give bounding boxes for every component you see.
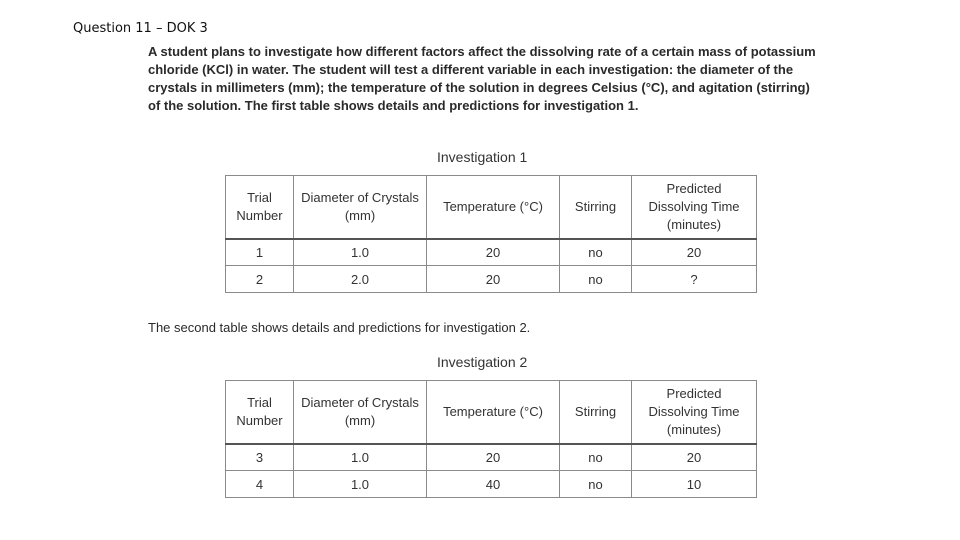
cell-dissolving-time: 10 <box>632 471 757 498</box>
cell-temperature: 20 <box>427 266 560 293</box>
table-row <box>226 266 757 293</box>
cell-temperature: 20 <box>427 444 560 471</box>
cell-stirring: no <box>560 444 632 471</box>
cell-crystal-diameter: 1.0 <box>294 471 427 498</box>
table-header-row <box>226 176 757 239</box>
investigation-2-title: Investigation 2 <box>437 354 528 370</box>
second-table-intro: The second table shows details and predictions for investigation 2. <box>148 320 531 335</box>
investigation-1-table <box>225 175 757 293</box>
cell-temperature: 40 <box>427 471 560 498</box>
cell-trial-number: 2 <box>226 266 294 293</box>
header-dissolving-time: Predicted Dissolving Time (minutes) <box>632 381 757 444</box>
cell-trial-number: 3 <box>226 444 294 471</box>
investigation-1-title: Investigation 1 <box>437 149 528 165</box>
header-stirring: Stirring <box>560 176 632 239</box>
header-dissolving-time: Predicted Dissolving Time (minutes) <box>632 176 757 239</box>
slide-title: Question 11 – DOK 3 <box>73 21 208 36</box>
cell-crystal-diameter: 1.0 <box>294 444 427 471</box>
cell-dissolving-time: 20 <box>632 239 757 266</box>
header-crystal-diameter: Diameter of Crystals (mm) <box>294 381 427 444</box>
cell-trial-number: 1 <box>226 239 294 266</box>
header-crystal-diameter: Diameter of Crystals (mm) <box>294 176 427 239</box>
header-trial-number: Trial Number <box>226 176 294 239</box>
cell-stirring: no <box>560 471 632 498</box>
header-trial-number: Trial Number <box>226 381 294 444</box>
header-stirring: Stirring <box>560 381 632 444</box>
header-temperature: Temperature (°C) <box>427 176 560 239</box>
cell-stirring: no <box>560 266 632 293</box>
table-row <box>226 239 757 266</box>
cell-temperature: 20 <box>427 239 560 266</box>
cell-crystal-diameter: 1.0 <box>294 239 427 266</box>
cell-dissolving-time: 20 <box>632 444 757 471</box>
table-header-row <box>226 381 757 444</box>
investigation-2-table <box>225 380 757 498</box>
question-prompt: A student plans to investigate how different factors affect the dissolving rate of a certain mass of potassium chloride (KCl) in water. The student will test a different variable in each investigation: the diameter of the crystals in millimeters (mm); the temperature of the solution in degrees Celsius (°C), and agitation (stirring) of the solution. The first table shows details and predictions for investigation 1. <box>148 44 816 113</box>
header-temperature: Temperature (°C) <box>427 381 560 444</box>
cell-trial-number: 4 <box>226 471 294 498</box>
table-row <box>226 444 757 471</box>
cell-dissolving-time: ? <box>632 266 757 293</box>
cell-stirring: no <box>560 239 632 266</box>
cell-crystal-diameter: 2.0 <box>294 266 427 293</box>
table-row <box>226 471 757 498</box>
